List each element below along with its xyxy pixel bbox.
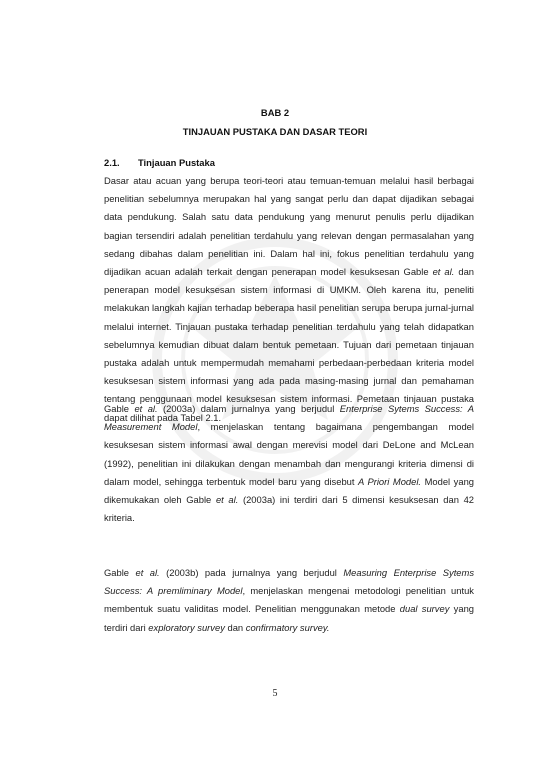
- paragraph-3-italic-e: confirmatory survey.: [245, 621, 330, 633]
- section-title: Tinjauan Pustaka: [138, 157, 215, 168]
- page-number: 5: [272, 688, 278, 699]
- paragraph-3-text-c: , menjelaskan mengenai metodologi penelitian untuk membentuk suatu validitas model. Penelitian menggunakan metode: [104, 585, 474, 615]
- paragraph-3-text-d: yang terdiri dari: [104, 603, 474, 633]
- chapter-title: TINJAUAN PUSTAKA DAN DASAR TEORI: [182, 126, 368, 137]
- paragraph-1-text-a: Dasar atau acuan yang berupa teori-teori atau temuan-temuan melalui hasil berbagai penelitian sebelumnya merupakan hal yang sangat perlu dan dapat dijadikan sebagai data pendukung. Salah satu data pendukung yang menurut penulis perlu dijadikan bagian tersendiri adalah penelitian terdahulu yang relevan dengan permasalahan yang sedang dibahas dalam penelitian ini. Dalam hal ini, fokus penelitian terdahulu yang dijadikan acuan adalah terkait dengan penerapan model kesuksesan Gable: [104, 175, 474, 278]
- paragraph-2-text-a: Gable: [104, 403, 135, 414]
- paragraph-2-italic-a: et al.: [134, 403, 158, 414]
- paragraph-3-text-e: dan: [224, 621, 246, 633]
- paragraph-3-italic-a: et al.: [135, 567, 160, 578]
- paragraph-3-italic-c: dual survey: [399, 603, 450, 615]
- paragraph-2-text-d: Model yang dikemukakan oleh Gable: [104, 475, 474, 506]
- paragraph-2-text-c: , menjelaskan tentang bagaimana pengembangan model kesuksesan sistem informasi awal dengan merevisi model dari DeLone and McLean (1992), penelitian ini dilakukan dengan menambah dan mengurangi kriteria dimensi di dalam model, sehingga terbentuk model baru yang disebut: [104, 421, 474, 487]
- paragraph-2-italic-d: et al.: [215, 494, 239, 506]
- paragraph-3: [104, 564, 474, 637]
- paragraph-2-italic-b: Enterprise Sytems Success: A Measurement Model: [104, 403, 474, 433]
- paragraph-2-italic-c: A Priori Model.: [358, 475, 422, 487]
- paragraph-3-text-b: (2003b) pada jurnalnya yang berjudul: [159, 567, 344, 578]
- paragraph-1-italic-a: et al.: [432, 266, 455, 278]
- section-number: 2.1.: [104, 157, 120, 168]
- paragraph-1-text-b: dan penerapan model kesuksesan sistem informasi di UMKM. Oleh karena itu, peneliti melakukan langkah kajian terhadap beberapa hasil penelitian serupa berupa jurnal-jurnal melalui internet. Tinjauan pustaka terhadap penelitian terdahulu yang telah didapatkan sebelumnya kemudian dibuat dalam bentuk pemetaan. Tujuan dari pemetaan tinjauan pustaka adalah untuk mempermudah memahami perbedaan-perbedaan kriteria model kesuksesan sistem informasi yang ada pada masing-masing jurnal dan pemahaman tentang penggunaan model kesuksesan sistem informasi. Pemetaan tinjauan pustaka dapat dilihat pada Tabel 2.1.: [104, 266, 475, 423]
- paragraph-2: [104, 400, 474, 527]
- paragraph-3-text-a: Gable: [104, 567, 136, 578]
- paragraph-2-text-b: (2003a) dalam jurnalnya yang berjudul: [157, 403, 340, 414]
- chapter-label: BAB 2: [260, 107, 290, 118]
- paragraph-3-italic-d: exploratory survey: [148, 621, 225, 633]
- paragraph-1: [104, 172, 474, 427]
- paragraph-3-italic-b: Measuring Enterprise Sytems Success: A premliminary Model: [104, 567, 475, 597]
- paragraph-2-text-e: (2003a) ini terdiri dari 5 dimensi kesuksesan dan 42 kriteria.: [104, 494, 475, 524]
- section-heading: [104, 157, 215, 168]
